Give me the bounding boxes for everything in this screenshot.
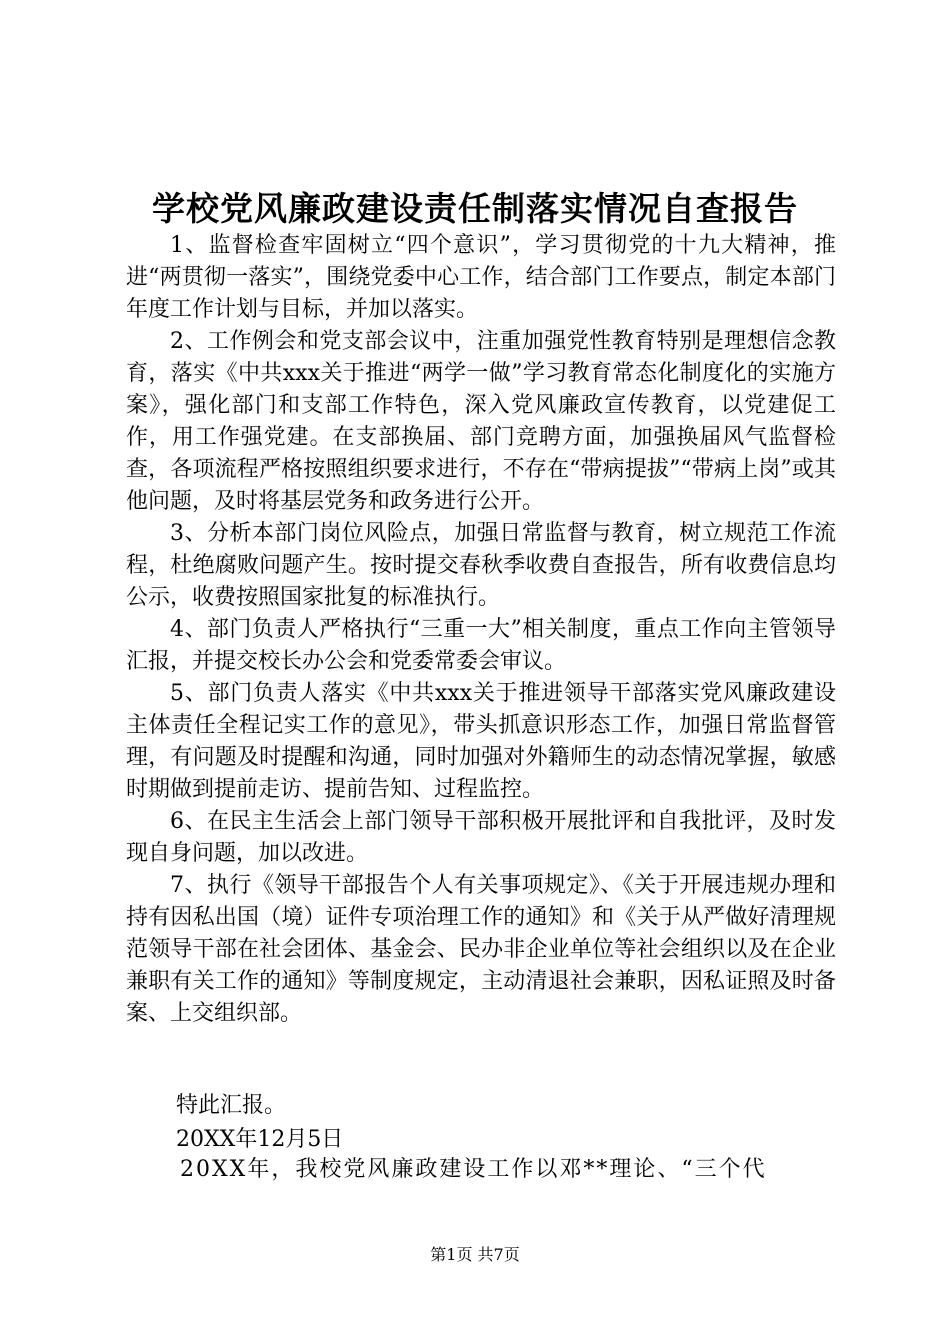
paragraph-6: 6、在民主生活会上部门领导干部积极开展批评和自我批评，及时发现自身问题，加以改进。 [126, 809, 836, 866]
document-body [126, 230, 836, 1030]
paragraph-5: 5、部门负责人落实《中共xxx关于推进领导干部落实党风廉政建设主体责任全程记实工作的意见》，带头抓意识形态工作，加强日常监督管理，有问题及时提醒和沟通，同时加强对外籍师生的动态情况掌握，敏感时期做到提前走访、提前告知、过程监控。 [126, 681, 836, 802]
page-indicator: 第1页 共7页 [430, 1245, 520, 1264]
paragraph-4: 4、部门负责人严格执行“三重一大”相关制度，重点工作向主管领导汇报，并提交校长办公会和党委常委会审议。 [126, 617, 836, 674]
continuation-line: 20XX年，我校党风廉政建设工作以邓**理论、“三个代 [180, 1157, 767, 1182]
paragraph-7: 7、执行《领导干部报告个人有关事项规定》、《关于开展违规办理和持有因私出国（境）证件专项治理工作的通知》和《关于从严做好清理规范领导干部在社会团体、基金会、民办非企业单位等社会组织以及在企业兼职有关工作的通知》等制度规定，主动清退社会兼职，因私证照及时备案、上交组织部。 [126, 873, 836, 1026]
document-date: 20XX年12月5日 [176, 1127, 344, 1152]
document-title: 学校党风廉政建设责任制落实情况自查报告 [152, 189, 798, 228]
paragraph-2: 2、工作例会和党支部会议中，注重加强党性教育特别是理想信念教育，落实《中共xxx关于推进“两学一做”学习教育常态化制度化的实施方案》，强化部门和支部工作特色，深入党风廉政宣传教育，以党建促工作，用工作强党建。在支部换届、部门竞聘方面，加强换届风气监督检查，各项流程严格按照组织要求进行，不存在“带病提拔”“带病上岗”或其他问题，及时将基层党务和政务进行公开。 [126, 329, 836, 514]
closing-block [176, 1089, 343, 1157]
closing-text: 特此汇报。 [176, 1093, 287, 1118]
paragraph-1: 1、监督检查牢固树立“四个意识”，学习贯彻党的十九大精神，推进“两贯彻一落实”，围绕党委中心工作，结合部门工作要点，制定本部门年度工作计划与目标，并加以落实。 [126, 233, 836, 322]
paragraph-3: 3、分析本部门岗位风险点，加强日常监督与教育，树立规范工作流程，杜绝腐败问题产生。按时提交春秋季收费自查报告，所有收费信息均公示，收费按照国家批复的标准执行。 [126, 521, 836, 610]
